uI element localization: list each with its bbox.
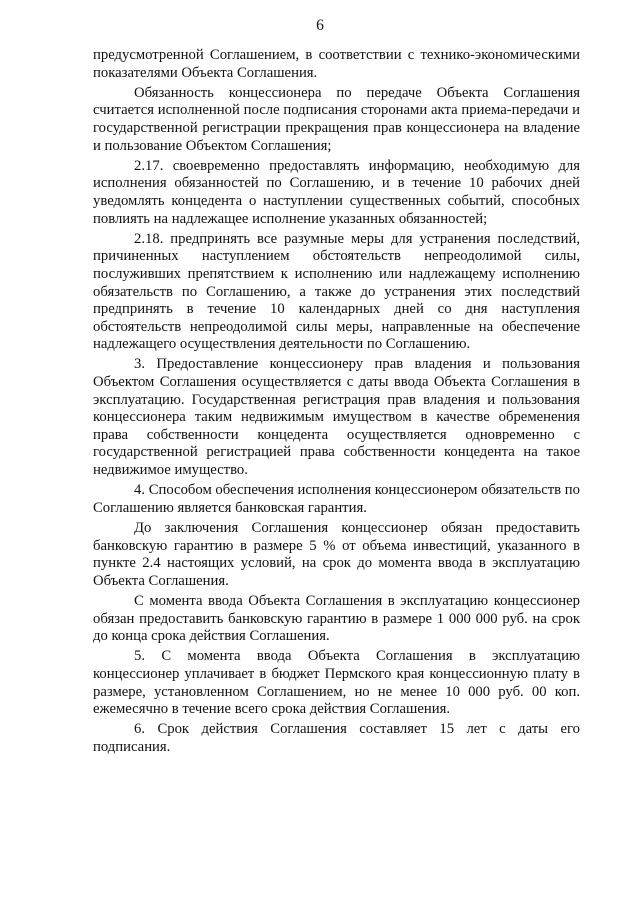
- paragraph-transfer-obligation: Обязанность концессионера по передаче Объекта Соглашения считается исполненной после подписания сторонами акта приема-передачи и государственной регистрации прекращения прав концессионера на владение и пользование Объектом Соглашения;: [93, 84, 580, 154]
- paragraph-6: 6. Срок действия Соглашения составляет 15 лет с даты его подписания.: [93, 721, 580, 755]
- paragraph-bank-guarantee-after: С момента ввода Объекта Соглашения в эксплуатацию концессионер обязан предоставить банковскую гарантию в размере 1 000 000 руб. на срок до конца срока действия Соглашения.: [93, 592, 580, 645]
- page-number: 6: [316, 17, 324, 34]
- document-body: [93, 47, 580, 757]
- paragraph-5: 5. С момента ввода Объекта Соглашения в эксплуатацию концессионер уплачивает в бюджет Пермского края концессионную плату в размере, установленном Соглашением, но не менее 10 000 руб. 00 коп. ежемесячно в течение всего срока действия Соглашения.: [93, 648, 580, 718]
- paragraph-continuation: предусмотренной Соглашением, в соответствии с технико-экономическими показателями Объекта Соглашения.: [93, 47, 580, 81]
- paragraph-4: 4. Способом обеспечения исполнения концессионером обязательств по Соглашению является банковская гарантия.: [93, 482, 580, 516]
- paragraph-2-18: 2.18. предпринять все разумные меры для устранения последствий, причиненных наступлением обстоятельств непреодолимой силы, послуживших препятствием к исполнению или надлежащему исполнению обязательств по Соглашению, а также до устранения этих последствий предпринять в течение 10 календарных дней со дня наступления обстоятельств непреодолимой силы меры, направленные на обеспечение надлежащего осуществления деятельности по Соглашению.: [93, 230, 580, 353]
- paragraph-bank-guarantee-before: До заключения Соглашения концессионер обязан предоставить банковскую гарантию в размере 5 % от объема инвестиций, указанного в пункте 2.4 настоящих условий, на срок до момента ввода в эксплуатацию Объекта Соглашения.: [93, 520, 580, 589]
- paragraph-3: 3. Предоставление концессионеру прав владения и пользования Объектом Соглашения осуществляется с даты ввода Объекта Соглашения в эксплуатацию. Государственная регистрация прав владения и пользования концессионера таким недвижимым имуществом в качестве обременения права собственности концедента осуществляется одновременно с государственной регистрацией права собственности концедента на такое недвижимое имущество.: [93, 356, 580, 479]
- paragraph-2-17: 2.17. своевременно предоставлять информацию, необходимую для исполнения обязанностей по Соглашению, и в течение 10 рабочих дней уведомлять концедента о наступлении существенных событий, способных повлиять на надлежащее исполнение указанных обязанностей;: [93, 157, 580, 227]
